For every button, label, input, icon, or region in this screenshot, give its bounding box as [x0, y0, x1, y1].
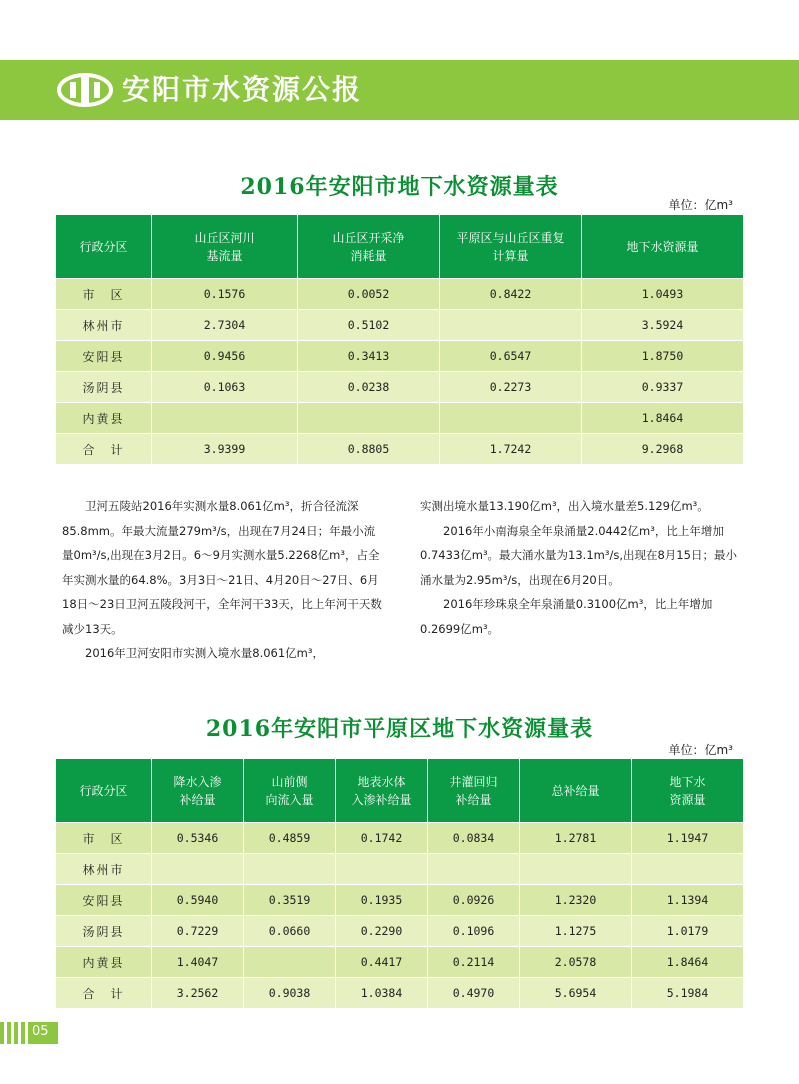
value-cell: 0.0660 [244, 916, 336, 947]
value-cell: 0.1935 [336, 885, 428, 916]
plain-groundwater-table [55, 758, 744, 1009]
value-cell: 0.1576 [152, 279, 298, 310]
table-row [56, 310, 744, 341]
paragraph: 2016年卫河安阳市实测入境水量8.061亿m³， [85, 646, 324, 660]
column-header: 平原区与山丘区重复 计算量 [440, 215, 582, 279]
region-cell: 合 计 [56, 978, 152, 1009]
report-title: 安阳市水资源公报 [122, 73, 363, 106]
value-cell [336, 854, 428, 885]
value-cell: 3.5924 [582, 310, 744, 341]
value-cell [244, 947, 336, 978]
value-cell: 5.6954 [520, 978, 632, 1009]
table-row [56, 947, 744, 978]
table-row [56, 403, 744, 434]
value-cell: 0.1096 [428, 916, 520, 947]
value-cell: 0.1063 [152, 372, 298, 403]
value-cell: 1.1275 [520, 916, 632, 947]
column-header: 山前侧 向流入量 [244, 759, 336, 823]
value-cell [632, 854, 744, 885]
value-cell: 1.0493 [582, 279, 744, 310]
column-header: 井灌回归 补给量 [428, 759, 520, 823]
table1-unit: 单位：亿m³ [668, 198, 733, 212]
value-cell: 1.0179 [632, 916, 744, 947]
value-cell: 0.0052 [298, 279, 440, 310]
region-cell: 内黄县 [56, 403, 152, 434]
value-cell: 2.7304 [152, 310, 298, 341]
table2-unit: 单位：亿m³ [668, 743, 733, 757]
table-row [56, 916, 744, 947]
value-cell: 0.6547 [440, 341, 582, 372]
paragraph: 卫河五陵站2016年实测水量8.061亿m³，折合径流深85.8mm。年最大流量279m³/s，出现在7月24日；年最小流量0m³/s,出现在3月2日。6～9月实测水量5.2268亿m³，占全年实测水量的64.8%。3月3日～21日、4月20日～27日、6月18日～23日卫河五陵段河干，全年河干33天，比上年河干天数减少13天。 [62, 499, 382, 636]
paragraph: 2016年珍珠泉全年泉涌量0.3100亿m³，比上年增加0.2699亿m³。 [420, 597, 713, 636]
region-cell: 林州市 [56, 310, 152, 341]
region-cell: 合 计 [56, 434, 152, 465]
value-cell: 0.2273 [440, 372, 582, 403]
column-header: 地表水体 入渗补给量 [336, 759, 428, 823]
body-right-column [420, 494, 746, 641]
value-cell: 1.7242 [440, 434, 582, 465]
value-cell: 0.3413 [298, 341, 440, 372]
region-cell: 市 区 [56, 823, 152, 854]
value-cell [152, 403, 298, 434]
value-cell: 0.8805 [298, 434, 440, 465]
value-cell [520, 854, 632, 885]
body-left-column [62, 494, 382, 666]
column-header: 山丘区河川 基流量 [152, 215, 298, 279]
page-number-text: 05 [32, 1024, 49, 1039]
value-cell: 0.8422 [440, 279, 582, 310]
header-banner [0, 60, 799, 120]
value-cell: 1.2320 [520, 885, 632, 916]
region-cell: 林州市 [56, 854, 152, 885]
value-cell: 1.8464 [582, 403, 744, 434]
region-cell: 安阳县 [56, 885, 152, 916]
value-cell: 0.9456 [152, 341, 298, 372]
value-cell: 0.4970 [428, 978, 520, 1009]
column-header: 总补给量 [520, 759, 632, 823]
value-cell [440, 403, 582, 434]
region-cell: 市 区 [56, 279, 152, 310]
value-cell [152, 854, 244, 885]
value-cell: 1.1947 [632, 823, 744, 854]
value-cell: 0.5102 [298, 310, 440, 341]
table-row [56, 823, 744, 854]
value-cell: 1.0384 [336, 978, 428, 1009]
value-cell: 1.1394 [632, 885, 744, 916]
table1-title: 2016年安阳市地下水资源量表 [240, 174, 559, 200]
value-cell: 0.7229 [152, 916, 244, 947]
value-cell [428, 854, 520, 885]
column-header: 降水入渗 补给量 [152, 759, 244, 823]
value-cell: 1.8750 [582, 341, 744, 372]
table-row [56, 978, 744, 1009]
region-cell: 安阳县 [56, 341, 152, 372]
value-cell: 1.4047 [152, 947, 244, 978]
table-row [56, 885, 744, 916]
value-cell: 0.0834 [428, 823, 520, 854]
value-cell: 0.3519 [244, 885, 336, 916]
value-cell: 1.2781 [520, 823, 632, 854]
table-row [56, 854, 744, 885]
value-cell: 0.2290 [336, 916, 428, 947]
value-cell: 2.0578 [520, 947, 632, 978]
region-cell: 汤阴县 [56, 916, 152, 947]
value-cell: 0.0238 [298, 372, 440, 403]
region-cell: 汤阴县 [56, 372, 152, 403]
table2-title: 2016年安阳市平原区地下水资源量表 [205, 716, 594, 742]
value-cell [244, 854, 336, 885]
value-cell: 9.2968 [582, 434, 744, 465]
table-row [56, 372, 744, 403]
value-cell: 3.9399 [152, 434, 298, 465]
table-row [56, 341, 744, 372]
water-logo-icon [56, 72, 114, 108]
value-cell [440, 310, 582, 341]
value-cell: 1.8464 [632, 947, 744, 978]
groundwater-resources-table [55, 214, 744, 465]
column-header: 行政分区 [56, 215, 152, 279]
value-cell: 3.2562 [152, 978, 244, 1009]
column-header: 山丘区开采净 消耗量 [298, 215, 440, 279]
value-cell: 0.9038 [244, 978, 336, 1009]
value-cell: 0.1742 [336, 823, 428, 854]
value-cell [298, 403, 440, 434]
page-number [0, 1022, 60, 1044]
paragraph: 实测出境水量13.190亿m³，出入境水量差5.129亿m³。 [420, 499, 709, 513]
value-cell: 0.4417 [336, 947, 428, 978]
value-cell: 0.2114 [428, 947, 520, 978]
column-header: 行政分区 [56, 759, 152, 823]
value-cell: 5.1984 [632, 978, 744, 1009]
value-cell: 0.5346 [152, 823, 244, 854]
paragraph: 2016年小南海泉全年泉涌量2.0442亿m³，比上年增加0.7433亿m³。最大涌水量为13.1m³/s,出现在8月15日；最小涌水量为2.95m³/s，出现在6月20日。 [420, 523, 737, 587]
value-cell: 0.9337 [582, 372, 744, 403]
column-header: 地下水资源量 [582, 215, 744, 279]
table-row [56, 434, 744, 465]
value-cell: 0.5940 [152, 885, 244, 916]
table-row [56, 279, 744, 310]
region-cell: 内黄县 [56, 947, 152, 978]
column-header: 地下水 资源量 [632, 759, 744, 823]
value-cell: 0.0926 [428, 885, 520, 916]
value-cell: 0.4859 [244, 823, 336, 854]
